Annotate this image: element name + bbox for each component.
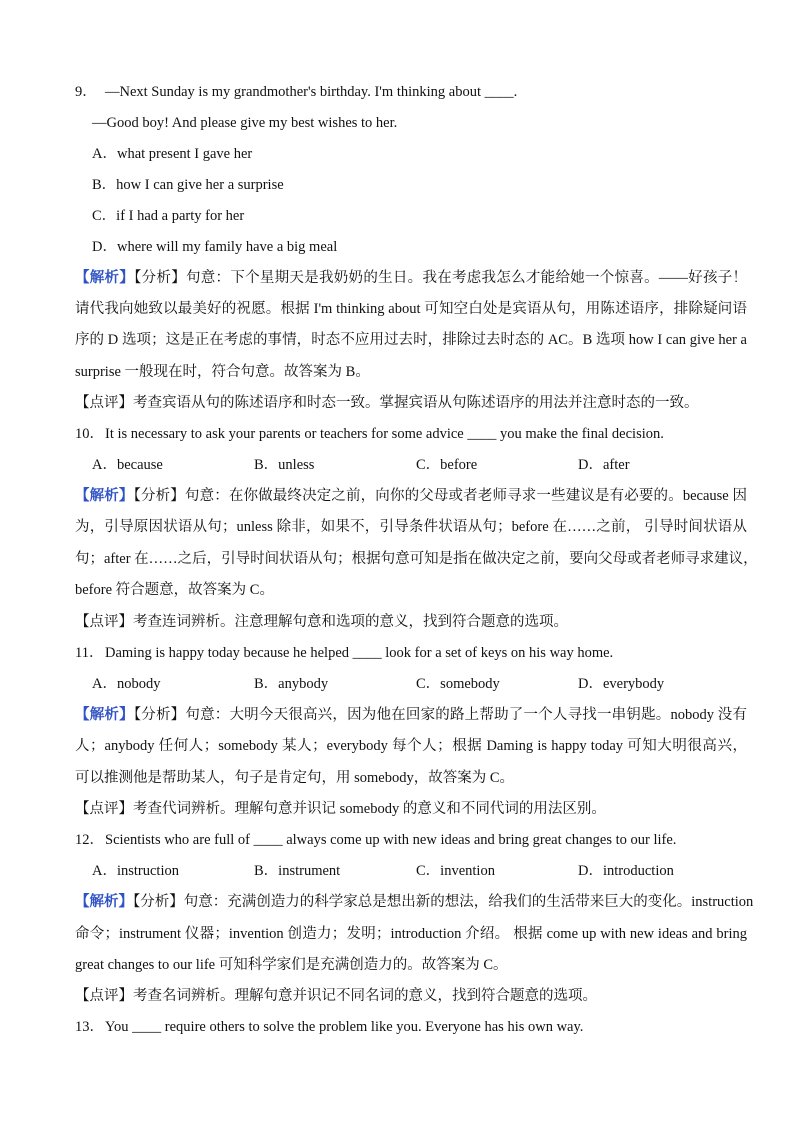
question-12-option-b: B．instrument [254,863,341,879]
question-12-comment: 【点评】考查名词辨析。理解句意并识记不同名词的意义，找到符合题意的选项。 [75,988,597,1004]
question-12-analysis-line-2: 命令；instrument 仪器；invention 创造力；发明；introduction 介绍。 根据 come up with new ideas and bring [75,926,747,942]
question-9-option-b: B．how I can give her a surprise [92,177,284,193]
question-10-comment: 【点评】考查连词辨析。注意理解句意和选项的意义，找到符合题意的选项。 [75,614,568,630]
question-10-option-c: C．before [416,457,478,473]
question-12-analysis-line-3: great changes to our life 可知科学家们是充满创造力的。故答案为 C。 [75,957,508,973]
question-11-option-b: B．anybody [254,676,329,692]
question-9-option-a: A．what present I gave her [92,146,253,162]
question-10-option-d: D．after [578,457,630,473]
question-9-stem: 9． —Next Sunday is my grandmother's birthday. I'm thinking about ____. [75,84,518,100]
question-10-analysis-line-4: before 符合题意，故答案为 C。 [75,582,274,598]
question-9-option-c: C．if I had a party for her [92,208,245,224]
question-10-option-b: B．unless [254,457,315,473]
question-12-option-a: A．instruction [92,863,179,879]
question-9-reply: —Good boy! And please give my best wishes to her. [92,115,398,131]
question-11-option-d: D．everybody [578,676,665,692]
question-10-option-a: A．because [92,457,163,473]
question-9-analysis-line-2: 请代我向她致以最美好的祝愿。根据 I'm thinking about 可知空白处是宾语从句，用陈述语序，排除疑问语 [75,301,747,317]
question-10-analysis-line-2: 为，引导原因状语从句；unless 除非，如果不，引导条件状语从句；before 在……之前， 引导时间状语从 [75,519,747,535]
question-13-stem: 13．You ____ require others to solve the problem like you. Everyone has his own way. [75,1019,584,1035]
question-9-analysis-line-1: 【解析】【分析】句意：下个星期天是我奶奶的生日。我在考虑我怎么才能给她一个惊喜。——好孩子！ [75,270,748,286]
question-11-comment: 【点评】考查代词辨析。理解句意并识记 somebody 的意义和不同代词的用法区别。 [75,801,606,817]
question-12-analysis-line-1: 【解析】【分析】句意：充满创造力的科学家总是想出新的想法，给我们的生活带来巨大的变化。instruction [75,894,754,910]
question-9-comment: 【点评】考查宾语从句的陈述语序和时态一致。掌握宾语从句陈述语序的用法并注意时态的一致。 [75,395,699,411]
question-12-option-c: C．invention [416,863,495,879]
question-11-analysis-line-3: 可以推测他是帮助某人，句子是肯定句，用 somebody，故答案为 C。 [75,770,515,786]
question-11-option-c: C．somebody [416,676,500,692]
question-11-analysis-line-2: 人；anybody 任何人；somebody 某人；everybody 每个人；根据 Daming is happy today 可知大明很高兴， [75,738,747,754]
question-11-analysis-line-1: 【解析】【分析】句意：大明今天很高兴，因为他在回家的路上帮助了一个人寻找一串钥匙。nobody 没有 [75,707,748,723]
question-12-stem: 12．Scientists who are full of ____ always come up with new ideas and bring great changes to our life. [75,832,677,848]
question-9-option-d: D．where will my family have a big meal [92,239,338,255]
question-10-stem: 10．It is necessary to ask your parents or teachers for some advice ____ you make the final decision. [75,426,664,442]
question-9-analysis-line-4: surprise 一般现在时，符合句意。故答案为 B。 [75,364,370,380]
question-9-analysis-line-3: 序的 D 选项；这是正在考虑的事情，时态不应用过去时，排除过去时态的 AC。B 选项 how I can give her a [75,332,747,348]
question-10-analysis-line-1: 【解析】【分析】句意：在你做最终决定之前，向你的父母或者老师寻求一些建议是有必要的。because 因 [75,488,748,504]
question-11-stem: 11． Daming is happy today because he helped ____ look for a set of keys on his way home. [75,645,614,661]
question-11-option-a: A．nobody [92,676,161,692]
question-10-analysis-line-3: 句；after 在……之后，引导时间状语从句；根据句意可知是指在做决定之前，要向父母或者老师寻求建议， [75,551,758,567]
question-12-option-d: D．introduction [578,863,674,879]
